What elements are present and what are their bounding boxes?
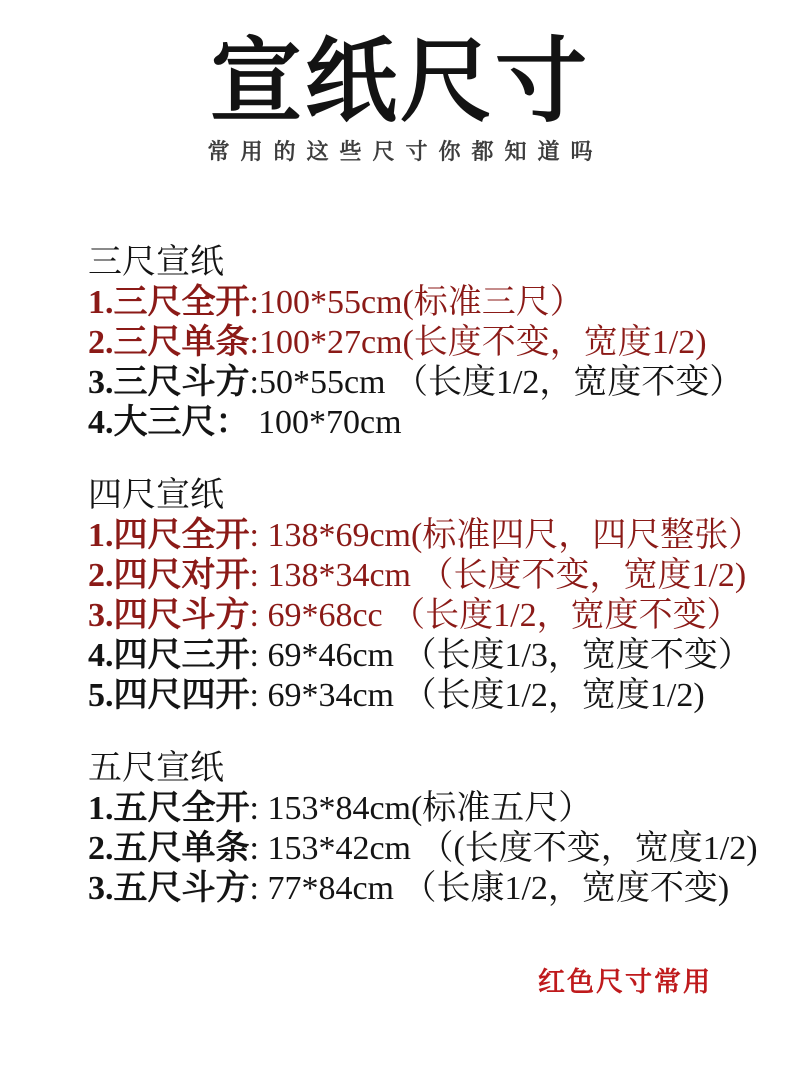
size-line — [88, 516, 763, 556]
size-value: 100*70cm — [249, 403, 402, 441]
size-line — [88, 789, 760, 829]
section-three-chi — [88, 243, 760, 443]
size-line — [88, 596, 760, 636]
size-line — [88, 869, 760, 909]
size-label: 4.四尺三开 — [88, 636, 250, 674]
size-line — [88, 323, 760, 363]
size-line — [88, 636, 760, 676]
size-line — [88, 556, 760, 596]
size-label: 3.五尺斗方 — [88, 869, 250, 907]
red-sizes-note: 红色尺寸常用 — [538, 967, 712, 997]
header — [0, 0, 800, 166]
section-four-chi — [88, 476, 763, 716]
section-heading: 四尺宣纸 — [88, 476, 224, 514]
size-value: : 69*34cm （长度1/2，宽度1/2) — [249, 676, 705, 714]
size-list — [88, 243, 763, 909]
size-label: 2.四尺对开 — [88, 556, 250, 594]
size-line — [88, 283, 760, 323]
size-line — [88, 403, 760, 443]
size-value: : 138*34cm （长度不变，宽度1/2) — [249, 556, 747, 594]
size-label: 2.五尺单条 — [88, 829, 250, 867]
size-value: : 153*42cm （(长度不变，宽度1/2) — [249, 829, 758, 867]
section-heading: 五尺宣纸 — [88, 749, 224, 787]
size-value: :50*55cm （长度1/2，宽度不变） — [249, 363, 744, 401]
section-five-chi — [88, 749, 760, 909]
page-title: 宣纸尺寸 — [209, 31, 590, 133]
size-value: :100*27cm(长度不变，宽度1/2) — [249, 323, 707, 361]
size-label: 3.三尺斗方 — [88, 363, 250, 401]
size-value: : 153*84cm(标准五尺） — [249, 789, 593, 827]
size-value: : 77*84cm （长康1/2，宽度不变) — [249, 869, 730, 907]
size-label: 2.三尺单条 — [88, 323, 250, 361]
size-label: 1.五尺全开 — [88, 789, 250, 827]
size-label: 1.三尺全开 — [88, 283, 250, 321]
size-value: : 138*69cm(标准四尺，四尺整张） — [249, 516, 763, 554]
size-value: : 69*68cc （长度1/2，宽度不变） — [249, 596, 741, 634]
size-label: 5.四尺四开 — [88, 676, 250, 714]
size-line — [88, 676, 760, 716]
size-label: 4.大三尺： — [88, 403, 250, 441]
size-line — [88, 363, 760, 403]
page-subtitle: 常用的这些尺寸你都知道吗 — [207, 138, 604, 164]
size-value: : 69*46cm （长度1/3，宽度不变） — [249, 636, 752, 674]
size-label: 3.四尺斗方 — [88, 596, 250, 634]
size-label: 1.四尺全开 — [88, 516, 250, 554]
size-value: :100*55cm(标准三尺） — [249, 283, 584, 321]
section-heading: 三尺宣纸 — [88, 243, 224, 281]
size-line — [88, 829, 760, 869]
